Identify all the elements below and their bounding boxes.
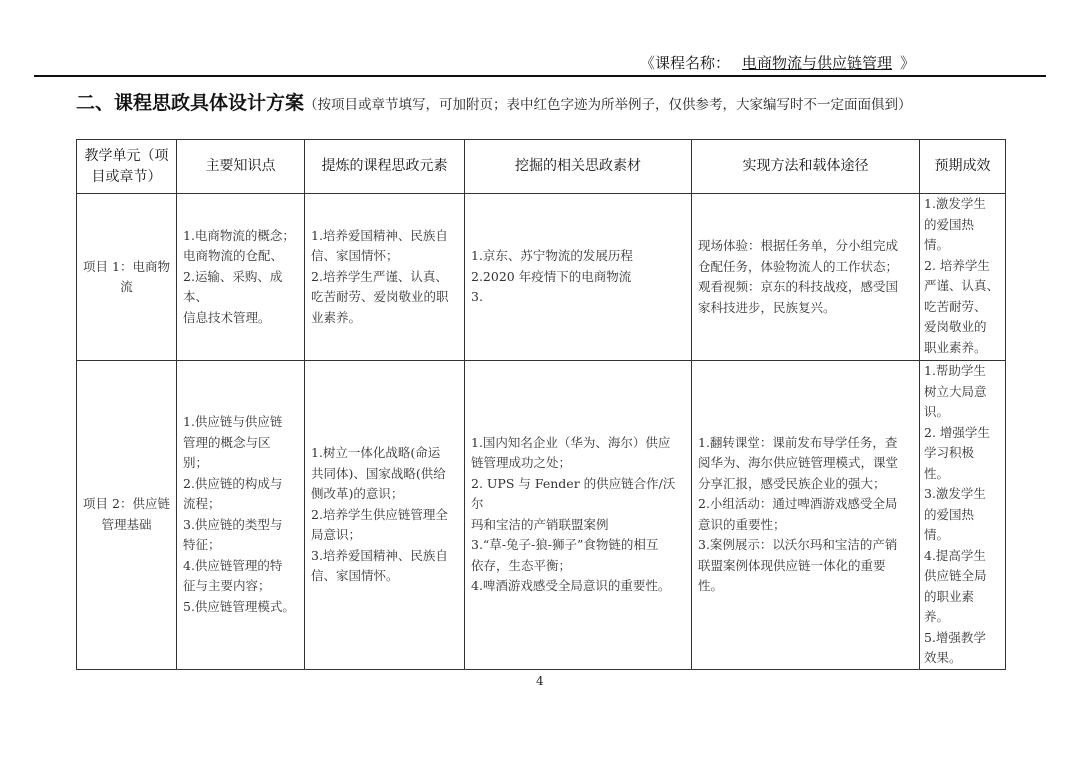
- cell-line: 2. 培养学生: [924, 257, 990, 273]
- cell-line: 1.培养爱国精神、民族自: [311, 227, 448, 243]
- cell-line: 预期成效: [934, 158, 991, 174]
- cell-line: 教学单元（项: [84, 147, 169, 164]
- cell-line: 2. UPS 与 Fender 的供应链合作/沃尔: [471, 475, 676, 512]
- cell-line: 严谨、认真、: [924, 278, 1000, 293]
- cell-methods-and-carriers: [692, 361, 920, 670]
- cell-line: 3.: [471, 289, 483, 305]
- cell-line: 3.供应链的类型与: [183, 516, 283, 532]
- cell-line: 职业素养。: [924, 339, 987, 355]
- cell-line: 链管理成功之处；: [471, 455, 572, 471]
- cell-line: 学习积极: [924, 445, 975, 460]
- header-knowledge-points: [177, 140, 305, 194]
- cell-line: 1.帮助学生: [924, 363, 986, 378]
- cell-line: 3.案例展示：以沃尔玛和宝洁的产销: [698, 537, 898, 553]
- cell-line: 共同体)、国家战略(供给: [311, 465, 446, 481]
- cell-line: 业素养。: [311, 309, 362, 325]
- cell-line: 1.国内知名企业（华为、海尔）供应: [471, 434, 671, 450]
- cell-line: 仓配任务，体验物流人的工作状态；: [698, 258, 899, 274]
- cell-line: 情。: [924, 237, 950, 252]
- course-name: 电商物流与供应链管理: [742, 54, 893, 72]
- cell-line: 意识的重要性；: [698, 516, 786, 532]
- cell-line: 2.2020 年疫情下的电商物流: [471, 268, 632, 284]
- cell-line: 实现方法和载体途径: [742, 158, 869, 174]
- cell-line: 主要知识点: [205, 158, 276, 174]
- cell-line: 效果。: [924, 650, 962, 665]
- cell-line: 局意识；: [311, 527, 362, 542]
- cell-knowledge-points: [177, 194, 305, 361]
- cell-line: 2.供应链的构成与: [183, 475, 283, 491]
- cell-ideological-materials: [465, 361, 692, 670]
- cell-line: 流: [120, 279, 133, 294]
- header-expected-outcomes: [920, 140, 1006, 194]
- cell-line: 1.供应链与供应链: [183, 414, 283, 430]
- cell-line: 2.培养学生供应链管理全: [311, 506, 448, 522]
- cell-ideological-elements: [305, 194, 465, 361]
- cell-line: 管理的概念与区: [183, 434, 271, 450]
- cell-line: 目或章节）: [91, 168, 162, 185]
- cell-line: 4.供应链管理的特: [183, 557, 283, 573]
- cell-line: 3.“草-兔子-狼-狮子”食物链的相互: [471, 537, 659, 553]
- cell-expected-outcomes: [920, 194, 1006, 361]
- cell-line: 5.增强教学: [924, 629, 986, 645]
- header-teaching-unit: [77, 140, 177, 194]
- cell-line: 特征；: [183, 537, 221, 553]
- cell-teaching-unit: [77, 194, 177, 361]
- cell-line: 项目 1：电商物: [83, 258, 170, 274]
- cell-line: 项目 2：供应链: [83, 496, 170, 512]
- course-name-header: [640, 52, 915, 73]
- cell-line: 2.小组活动：通过啤酒游戏感受全局: [698, 496, 898, 512]
- cell-line: 4.啤酒游戏感受全局意识的重要性。: [471, 578, 671, 594]
- design-plan-table: [76, 139, 1006, 670]
- cell-line: 联盟案例体现供应链一体化的重要: [698, 557, 886, 573]
- cell-line: 信息技术管理。: [183, 309, 271, 325]
- cell-knowledge-points: [177, 361, 305, 670]
- cell-line: 情。: [924, 527, 950, 542]
- cell-line: 玛和宝洁的产销联盟案例: [471, 516, 609, 532]
- cell-line: 3.激发学生: [924, 486, 986, 501]
- cell-ideological-materials: [465, 194, 692, 361]
- cell-line: 电商物流的仓配、: [183, 248, 284, 264]
- cell-line: 1.京东、苏宁物流的发展历程: [471, 248, 633, 264]
- cell-line: 3.培养爱国精神、民族自: [311, 547, 448, 563]
- course-prefix: 《课程名称：: [640, 54, 731, 72]
- cell-line: 依存，生态平衡；: [471, 557, 572, 573]
- section-title: 二、课程思政具体设计方案: [76, 92, 305, 114]
- cell-line: 性。: [924, 465, 950, 481]
- section-heading: [76, 88, 912, 115]
- cell-line: 5.供应链管理模式。: [183, 598, 295, 614]
- course-suffix: 》: [900, 54, 916, 72]
- cell-line: 2.培养学生严谨、认真、: [311, 268, 448, 284]
- cell-line: 信、家国情怀。: [311, 568, 399, 583]
- cell-line: 1.树立一体化战略(命运: [311, 445, 441, 460]
- table-row: [77, 361, 1006, 670]
- cell-line: 征与主要内容；: [183, 578, 271, 594]
- cell-teaching-unit: [77, 361, 177, 670]
- cell-line: 2.运输、采购、成本、: [183, 268, 283, 305]
- cell-line: 分享汇报，感受民族企业的强大；: [698, 475, 886, 491]
- cell-line: 家科技进步，民族复兴。: [698, 299, 836, 315]
- cell-line: 2. 增强学生: [924, 424, 990, 440]
- cell-line: 供应链全局: [924, 568, 987, 583]
- cell-line: 管理基础: [101, 516, 152, 532]
- cell-line: 的爱国热: [924, 216, 975, 232]
- page-number: 4: [536, 674, 544, 688]
- table-row: [77, 194, 1006, 361]
- cell-line: 流程；: [183, 496, 221, 512]
- cell-expected-outcomes: [920, 361, 1006, 670]
- cell-line: 观看视频：京东的科技战疫，感受国: [698, 279, 899, 294]
- cell-line: 的职业素: [924, 588, 975, 604]
- cell-line: 1.翻转课堂：课前发布导学任务，查: [698, 434, 898, 450]
- cell-line: 爱岗敬业的: [924, 319, 987, 334]
- cell-line: 1.激发学生: [924, 196, 986, 211]
- cell-line: 别；: [183, 455, 209, 471]
- cell-line: 识。: [924, 404, 950, 419]
- cell-line: 的爱国热: [924, 506, 975, 522]
- cell-line: 现场体验：根据任务单，分小组完成: [698, 238, 899, 253]
- cell-ideological-elements: [305, 361, 465, 670]
- header-ideological-elements: [305, 140, 465, 194]
- cell-line: 1.电商物流的概念；: [183, 227, 295, 243]
- cell-methods-and-carriers: [692, 194, 920, 361]
- cell-line: 侧改革)的意识；: [311, 486, 404, 501]
- cell-line: 挖掘的相关思政素材: [515, 158, 641, 174]
- section-note: （按项目或章节填写，可加附页；表中红色字迹为所举例子，仅供参考，大家编写时不一定面面俱到）: [304, 97, 912, 113]
- cell-line: 性。: [698, 578, 724, 594]
- cell-line: 吃苦耐劳、爱岗敬业的职: [311, 289, 449, 305]
- cell-line: 阅华为、海尔供应链管理模式，课堂: [698, 455, 899, 471]
- cell-line: 树立大局意: [924, 383, 987, 399]
- cell-line: 养。: [924, 609, 950, 624]
- header-methods-and-carriers: [692, 140, 920, 194]
- header-divider: [34, 75, 1046, 77]
- header-ideological-materials: [465, 140, 692, 194]
- cell-line: 4.提高学生: [924, 547, 986, 563]
- cell-line: 提炼的课程思政元素: [321, 158, 448, 174]
- cell-line: 信、家国情怀；: [311, 248, 399, 264]
- table-header-row: [77, 140, 1006, 194]
- cell-line: 吃苦耐劳、: [924, 298, 987, 314]
